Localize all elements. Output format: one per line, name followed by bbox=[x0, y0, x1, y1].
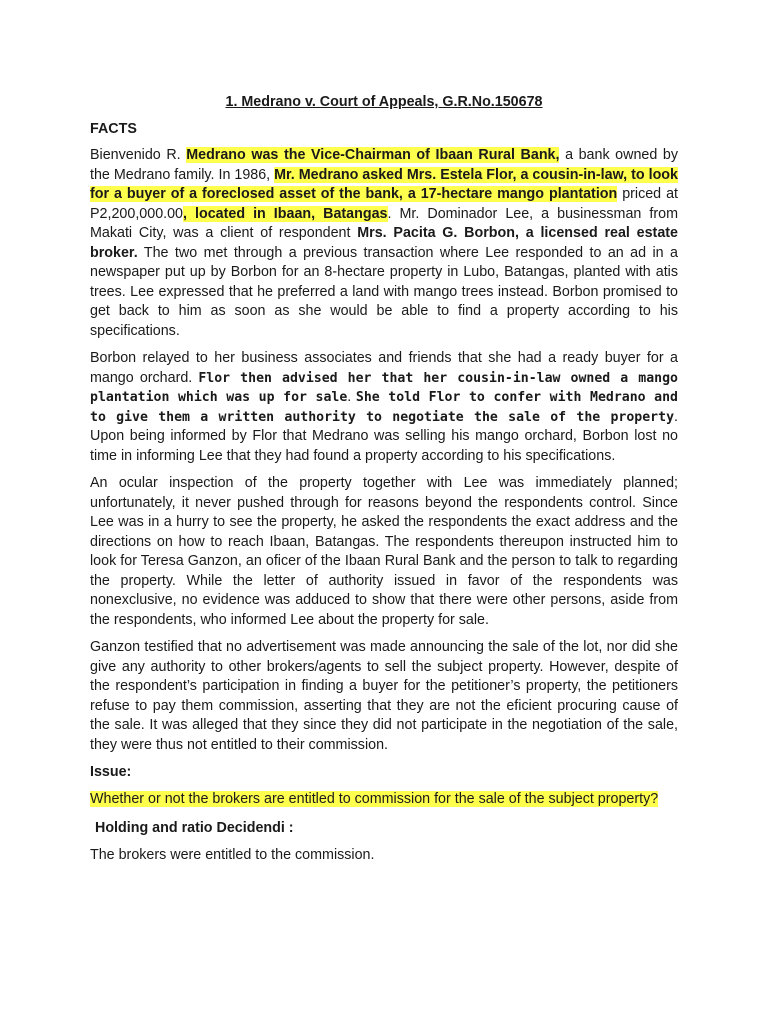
issue-text-highlight: Whether or not the brokers are entitled to commission for the sale of the subject property? bbox=[90, 790, 659, 807]
facts-p2-seg: . bbox=[347, 389, 356, 405]
holding-heading: Holding and ratio Decidendi : bbox=[95, 820, 294, 836]
facts-p2-seg: Borbon relayed to her business associates and friends that she had a ready buyer for a mango orchard. bbox=[90, 350, 678, 386]
facts-p1-seg: , located in Ibaan, Batangas bbox=[183, 205, 388, 222]
facts-p1-seg: a bank owned by the Medrano family. In 1986, bbox=[90, 147, 678, 183]
facts-p1-seg: Mr. Medrano asked Mrs. Estela Flor, a cousin-in-law, to look for a buyer of a foreclosed asset of the bank, a 17-hectare mango plantation bbox=[90, 166, 678, 202]
facts-p1-seg: . Mr. Dominador Lee, a businessman from Makati City, was a client of respondent bbox=[90, 205, 678, 241]
case-title: 1. Medrano v. Court of Appeals, G.R.No.150678 bbox=[225, 94, 543, 110]
facts-p2-seg: . Upon being informed by Flor that Medrano was selling his mango orchard, Borbon lost no time in informing Lee that they had found a property according to his specifications. bbox=[90, 408, 678, 464]
issue-text bbox=[90, 790, 678, 810]
facts-p2-seg: She told Flor to confer with Medrano and to give them a written authority to negotiate the sale of the property bbox=[90, 390, 678, 425]
facts-paragraph-2 bbox=[90, 349, 678, 466]
facts-p1-seg: The two met through a previous transaction where Lee responded to an ad in a newspaper put up by Borbon for an 8-hectare property in Lubo, Batangas, planted with atis trees. Lee expressed that he preferred a land with mango trees instead. Borbon promised to get back to him as soon as she would be able to find a property according to his specifications. bbox=[90, 244, 678, 339]
facts-heading: FACTS bbox=[90, 120, 137, 137]
facts-paragraph-1 bbox=[90, 146, 678, 341]
facts-p2-seg: Flor then advised her that her cousin-in-law owned a mango plantation which was up for sale bbox=[90, 370, 678, 405]
facts-paragraph-4: Ganzon testified that no advertisement was made announcing the sale of the lot, nor did she give any authority to other brokers/agents to sell the subject property. However, despite of the respondent’s participation in finding a buyer for the petitioner’s property, the petitioners refuse to pay them commission, asserting that they are not the eficient procuring cause of the sale. It was alleged that they since they did not participate in the negotiation of the sale, they were thus not entitled to their commission. bbox=[90, 639, 678, 753]
holding-text: The brokers were entitled to the commission. bbox=[90, 846, 375, 863]
facts-p1-seg: Mrs. Pacita G. Borbon, a licensed real estate broker. bbox=[90, 225, 678, 261]
issue-heading: Issue: bbox=[90, 764, 132, 780]
facts-p1-seg: priced at P2,200,000.00 bbox=[90, 186, 678, 222]
facts-p1-seg: Bienvenido R. bbox=[90, 147, 187, 163]
facts-p1-seg: Medrano was the Vice-Chairman of Ibaan Rural Bank, bbox=[186, 147, 560, 163]
facts-paragraph-3: An ocular inspection of the property together with Lee was immediately planned; unfortunately, it never pushed through for reasons beyond the respondents control. Since Lee was in a hurry to see the property, he asked the respondents the exact address and the directions on how to reach Ibaan, Batangas. The respondents thereupon instructed him to look for Teresa Ganzon, an oficer of the Ibaan Rural Bank and the person to talk to regarding the property. While the letter of authority issued in favor of the respondents was nonexclusive, no evidence was adduced to show that there were other persons, aside from the respondents, who informed Lee about the property for sale. bbox=[90, 475, 678, 628]
